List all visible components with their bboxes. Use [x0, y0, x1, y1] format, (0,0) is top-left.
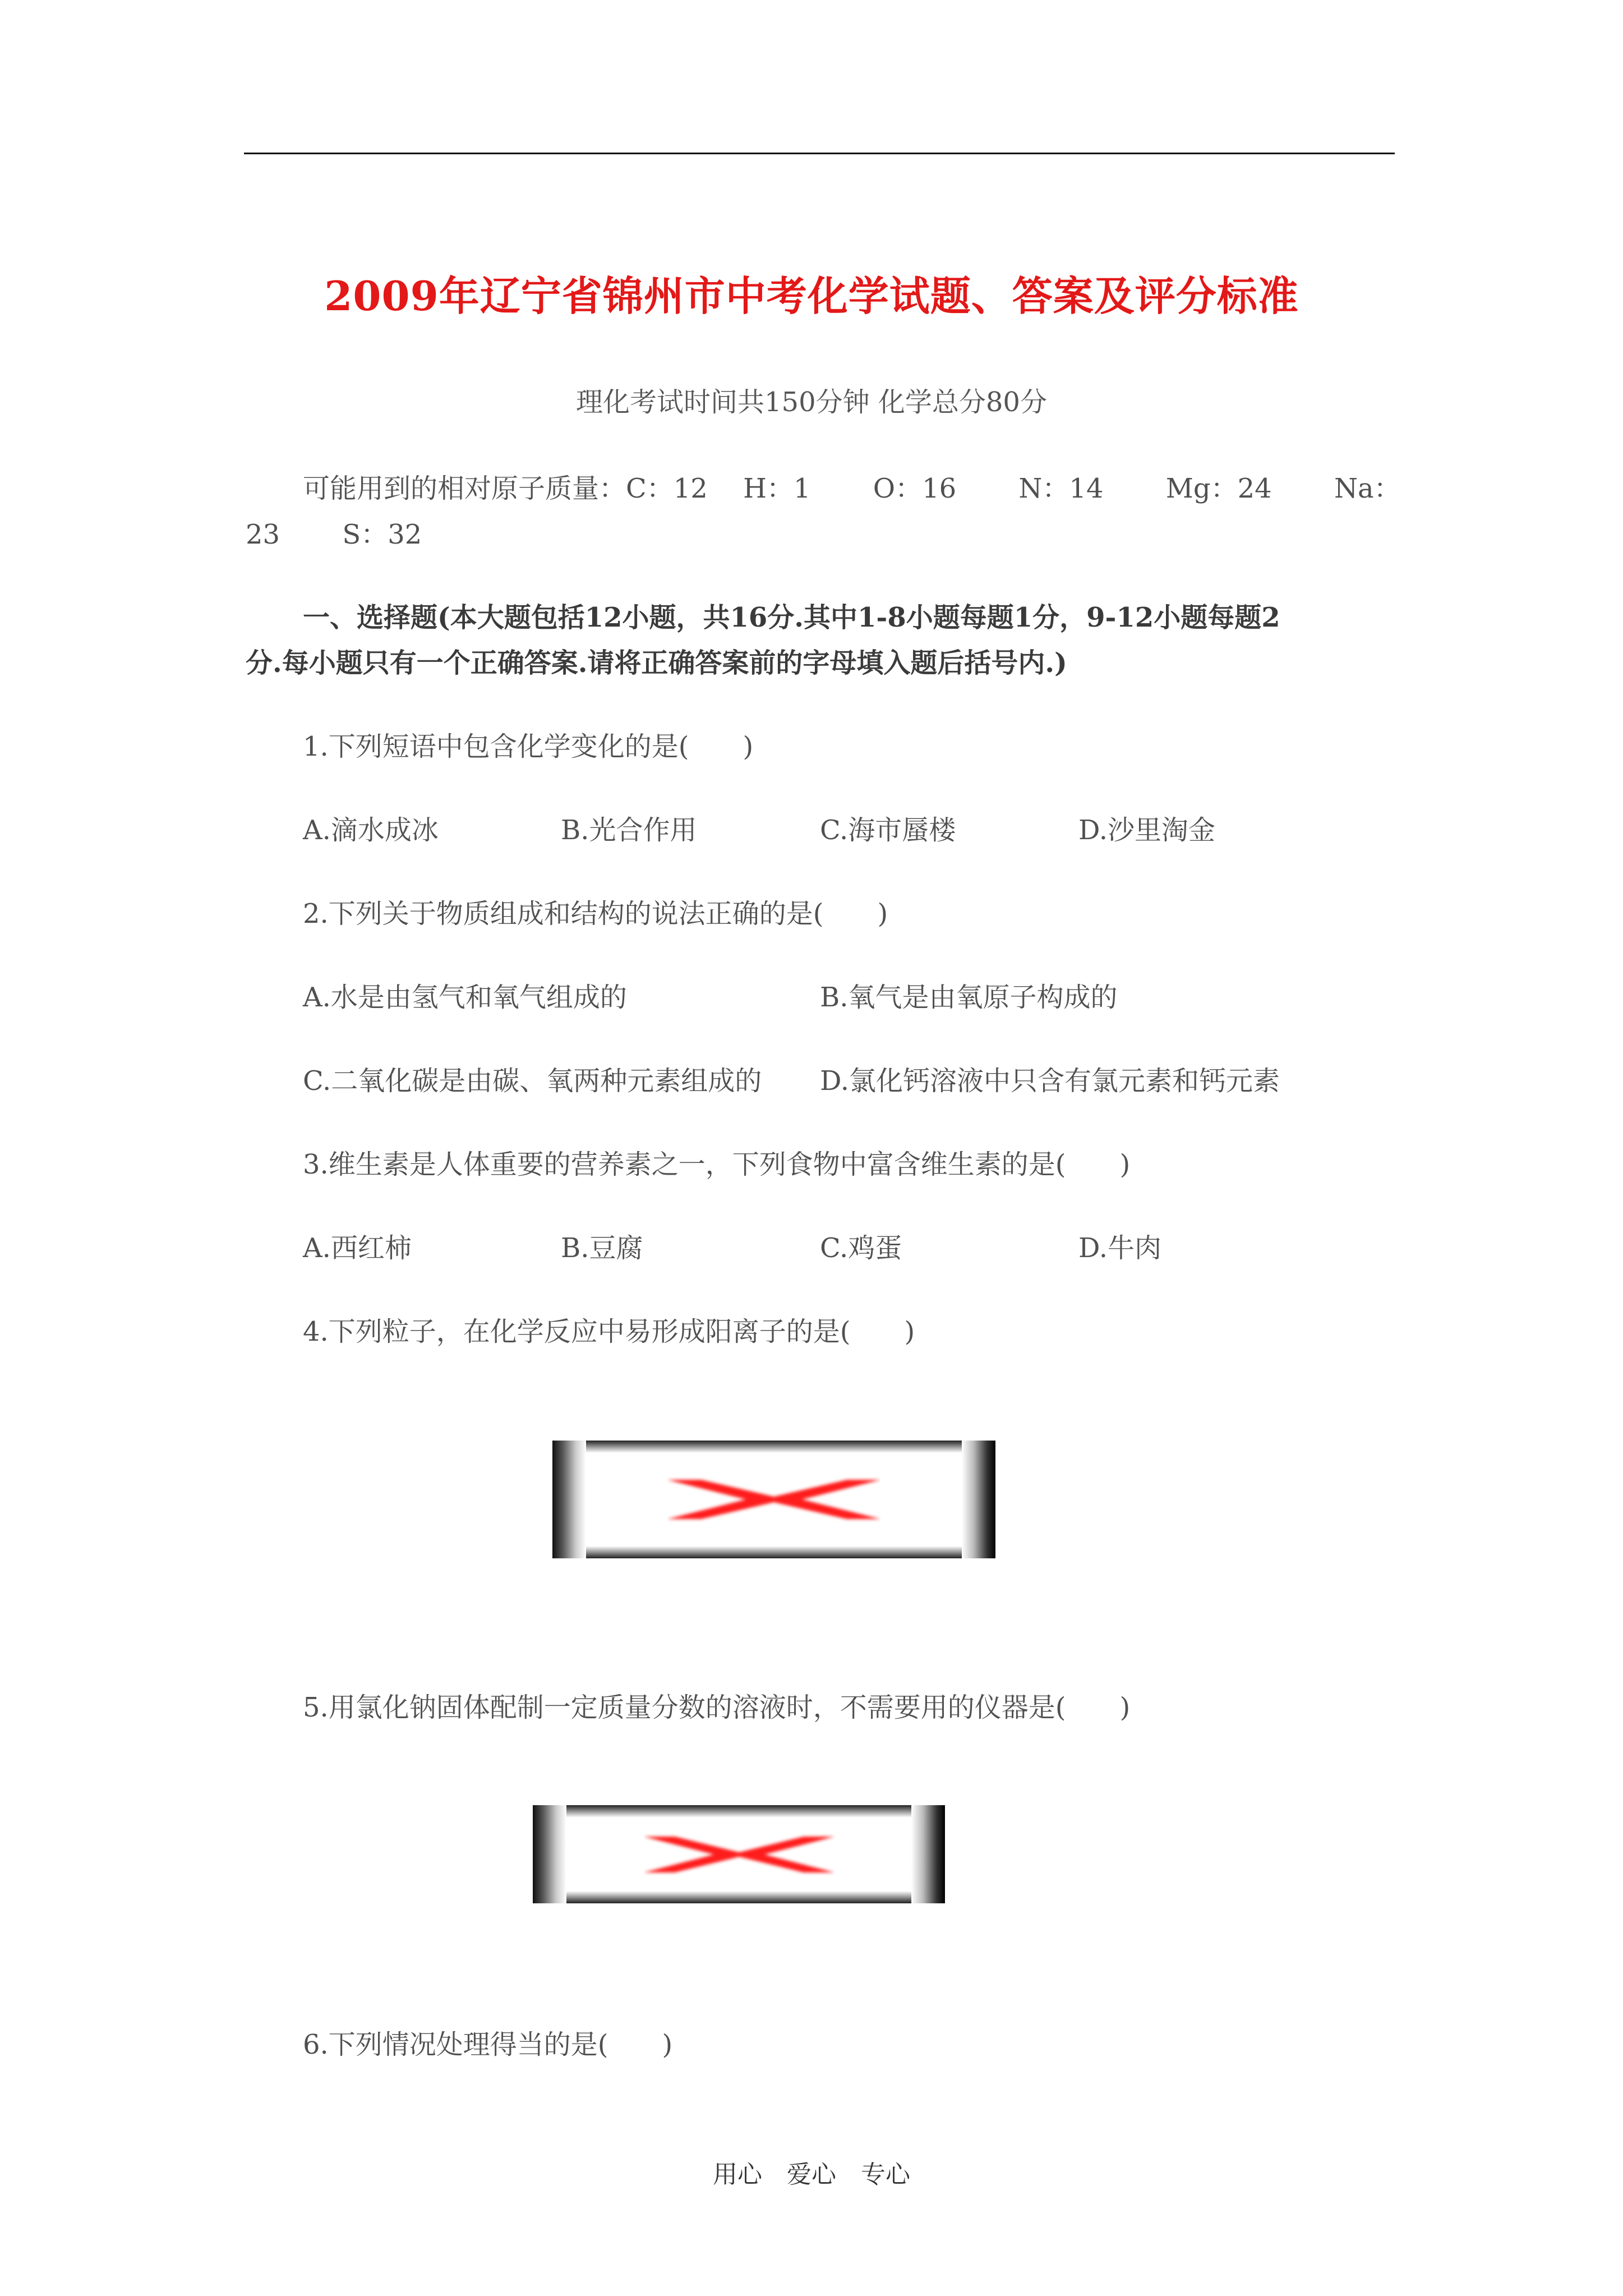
section-heading-line2: 分.每小题只有一个正确答案.请将正确答案前的字母填入题后括号内.) [246, 647, 1067, 679]
q2-option-d: D.氯化钙溶液中只含有氯元素和钙元素 [820, 1065, 1280, 1097]
question-2-stem: 2.下列关于物质组成和结构的说法正确的是( ) [303, 898, 888, 930]
q3-option-c: C.鸡蛋 [820, 1232, 902, 1264]
q1-option-d: D.沙里淘金 [1078, 815, 1216, 846]
q2-option-a: A.水是由氢气和氧气组成的 [303, 982, 627, 1013]
broken-image-icon [667, 1474, 880, 1525]
page-footer: 用心 爱心 专心 [713, 2160, 910, 2189]
q1-option-c: C.海市蜃楼 [820, 815, 956, 846]
section-heading-line1: 一、选择题(本大题包括12小题，共16分.其中1-8小题每题1分，9-12小题每题2 [303, 602, 1280, 633]
question-5-stem: 5.用氯化钠固体配制一定质量分数的溶液时，不需要用的仪器是( ) [303, 1692, 1131, 1723]
q2-option-c: C.二氧化碳是由碳、氧两种元素组成的 [303, 1065, 762, 1097]
q1-option-b: B.光合作用 [561, 815, 697, 846]
exam-info: 理化考试时间共150分钟 化学总分80分 [576, 386, 1047, 418]
q3-option-b: B.豆腐 [561, 1232, 643, 1264]
page-title: 2009年辽宁省锦州市中考化学试题、答案及评分标准 [324, 272, 1299, 320]
question-1-stem: 1.下列短语中包含化学变化的是( ) [303, 731, 754, 762]
missing-image-placeholder [552, 1441, 995, 1558]
atomic-mass-line1: 可能用到的相对原子质量：C：12 H：1 O：16 N：14 Mg：24 Na： [303, 473, 1401, 504]
atomic-mass-line2: 23 S：32 [246, 519, 422, 550]
question-3-stem: 3.维生素是人体重要的营养素之一，下列食物中富含维生素的是( ) [303, 1149, 1131, 1180]
q3-option-a: A.西红柿 [303, 1232, 412, 1264]
missing-image-placeholder [533, 1805, 945, 1903]
q1-option-a: A.滴水成冰 [303, 815, 439, 846]
broken-image-icon [644, 1832, 834, 1877]
q3-option-d: D.牛肉 [1078, 1232, 1162, 1264]
question-6-stem: 6.下列情况处理得当的是( ) [303, 2029, 673, 2060]
header-rule [244, 153, 1395, 154]
question-4-stem: 4.下列粒子，在化学反应中易形成阳离子的是( ) [303, 1316, 915, 1347]
q2-option-b: B.氧气是由氧原子构成的 [820, 982, 1118, 1013]
